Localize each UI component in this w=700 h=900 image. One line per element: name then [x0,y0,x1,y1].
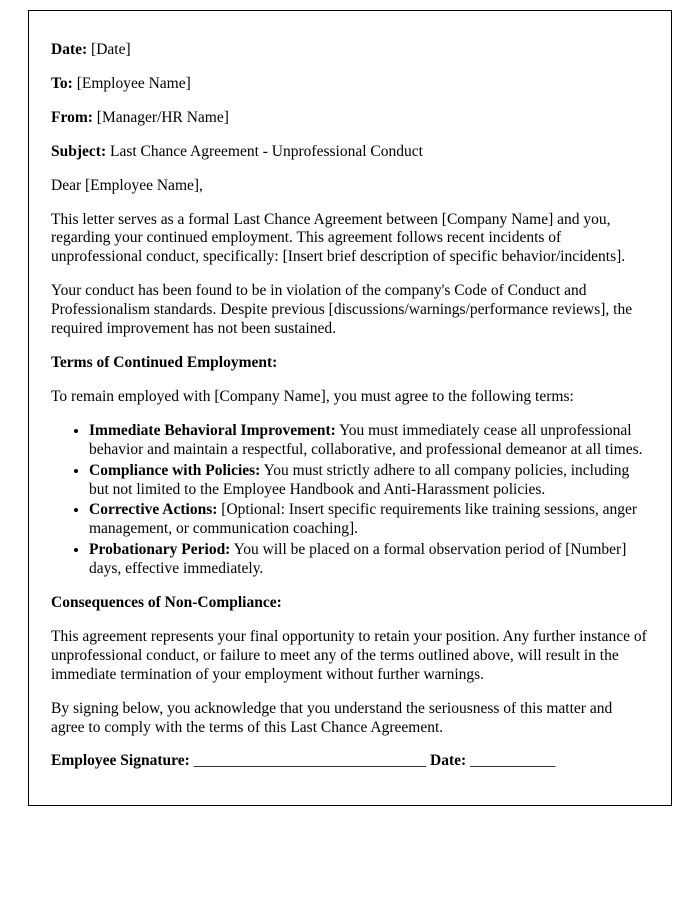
term-item-behavioral-improvement [89,422,649,460]
date-value: [Date] [87,41,131,58]
term-item-corrective-actions [89,501,649,539]
term-label: Compliance with Policies: [89,461,261,479]
from-value: [Manager/HR Name] [92,108,229,126]
terms-intro: To remain employed with [Company Name], you must agree to the following terms: [51,387,574,405]
to-label: To: [51,74,73,92]
subject-field [51,143,649,162]
terms-list [51,422,649,579]
consequences-paragraph: This agreement represents your final opportunity to retain your position. Any further instance of unprofessional conduct, or failure to meet any of the terms outlined above, will result in the immediate termination of your employment without further warnings. [51,627,647,683]
term-text: [Optional: Insert specific requirements like training sessions, anger management, or communication coaching]. [89,501,638,538]
terms-heading: Terms of Continued Employment: [51,353,278,371]
term-item-compliance-policies [89,462,649,500]
signature-date-line: ___________ [466,752,556,770]
date-label: Date: [51,41,88,58]
from-field [51,109,649,128]
from-label: From: [51,108,93,126]
to-value: [Employee Name] [72,74,191,92]
term-text: You will be placed on a formal observation period of [Number] days, effective immediately. [89,541,627,578]
employee-signature-label: Employee Signature: [51,752,190,770]
term-item-probationary-period [89,541,649,579]
signature-row [51,752,649,771]
subject-value: Last Chance Agreement - Unprofessional Conduct [106,142,423,160]
subject-label: Subject: [51,142,107,160]
term-label: Immediate Behavioral Improvement: [89,421,336,439]
salutation: Dear [Employee Name], [51,176,203,194]
term-text: You must strictly adhere to all company policies, including but not limited to the Employee Handbook and Anti-Harassment policies. [89,461,630,498]
letter-document [28,10,672,806]
term-label: Corrective Actions: [89,501,218,519]
acknowledge-paragraph: By signing below, you acknowledge that you understand the seriousness of this matter and agree to comply with the terms of this Last Chance Agreement. [51,699,613,736]
date-field [51,41,649,60]
violation-paragraph: Your conduct has been found to be in violation of the company's Code of Conduct and Professionalism standards. Despite previous [discussions/warnings/performance reviews], the required improvement has not been sustained. [51,282,633,338]
term-label: Probationary Period: [89,541,231,559]
employee-signature-line: ______________________________ [189,752,431,770]
consequences-heading: Consequences of Non-Compliance: [51,594,282,612]
intro-paragraph: This letter serves as a formal Last Chance Agreement between [Company Name] and you, regarding your continued employment. This agreement follows recent incidents of unprofessional conduct, specifically: [Insert brief description of specific behavior/incidents]. [51,210,626,266]
term-text: You must immediately cease all unprofessional behavior and maintain a respectful, collaborative, and professional demeanor at all times. [89,421,643,458]
signature-date-label: Date: [430,752,467,770]
to-field [51,75,649,94]
